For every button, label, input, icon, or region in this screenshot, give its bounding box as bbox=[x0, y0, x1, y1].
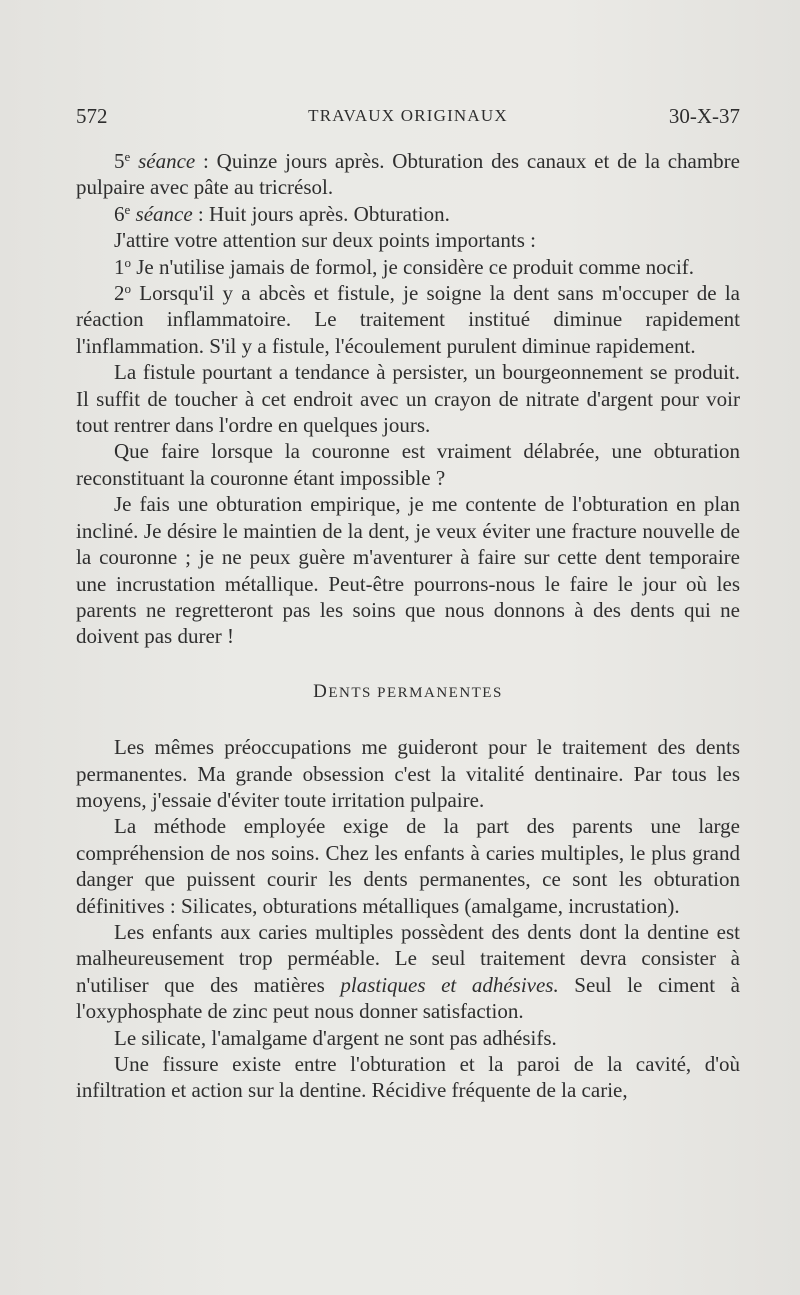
paragraph: Les mêmes préoccupations me guideront pour le traitement des dents permanentes. Ma grande obsession c'est la vitalité dentinaire. Par tous les moyens, j'essaie d'éviter toute irritation pulpaire. bbox=[76, 735, 740, 812]
paragraph: J'attire votre attention sur deux points importants : bbox=[114, 228, 536, 253]
paragraph: 1$^o$ Je n'utilise jamais de formol, je considère ce produit comme nocif. bbox=[114, 254, 695, 279]
paragraph: Que faire lorsque la couronne est vraiment délabrée, une obturation reconstituant la couronne étant impossible ? bbox=[76, 439, 740, 490]
header-date: 30-X-37 bbox=[668, 104, 740, 128]
paragraph: La fistule pourtant a tendance à persister, un bourgeonnement se produit. Il suffit de toucher à cet endroit avec un crayon de nitrate d'argent pour voir tout rentrer dans l'ordre en quelques jours. bbox=[76, 360, 740, 438]
paragraph: 5e séance : Quinze jours après. Obturation des canaux et de la chambre pulpaire avec pâte au tricrésol. bbox=[76, 149, 740, 200]
paragraph: La méthode employée exige de la part des parents une large compréhension de nos soins. Chez les enfants à caries multiples, le plus grand danger que puissent courir les dents permanentes, ce sont les obturation définitives : Silicates, obturations métalliques (amalgame, incrustation). bbox=[76, 814, 740, 918]
paragraph: Le silicate, l'amalgame d'argent ne sont pas adhésifs. bbox=[114, 1025, 557, 1050]
running-header bbox=[76, 104, 740, 134]
paragraph: 6e séance : Huit jours après. Obturation. bbox=[114, 201, 450, 226]
paragraph: Une fissure existe entre l'obturation et la paroi de la cavité, d'où infiltration et action sur la dentine. Récidive fréquente de la carie, bbox=[76, 1052, 740, 1103]
paragraph: Je fais une obturation empirique, je me contente de l'obturation en plan incliné. Je désire le maintien de la dent, je veux éviter une fracture nouvelle de la couronne ; je ne peux guère m'aventurer à faire sur cette dent temporaire une incrustation métallique. Peut-être pourrons-nous le faire le jour où les parents ne regretteront pas les soins que nous donnons à des dents qui ne doivent pas durer ! bbox=[76, 492, 740, 649]
paragraph: Les enfants aux caries multiples possèdent des dents dont la dentine est malheureusement trop perméable. Le seul traitement devra consister à n'utiliser que des matières plastiques et adhésives. Seul le ciment à l'oxyphosphate de zinc peut nous donner satisfaction. bbox=[76, 919, 740, 1024]
body-text bbox=[76, 148, 740, 1104]
paragraph: 2$^o$ Lorsqu'il y a abcès et fistule, je soigne la dent sans m'occuper de la réaction inflammatoire. Le traitement institué diminue rapidement l'inflammation. S'il y a fistule, l'écoulement purulent diminue rapidement. bbox=[76, 281, 740, 358]
page-number: 572 bbox=[76, 104, 108, 128]
section-heading: DENTS PERMANENTES bbox=[313, 680, 503, 702]
running-title: TRAVAUX ORIGINAUX bbox=[308, 106, 508, 125]
